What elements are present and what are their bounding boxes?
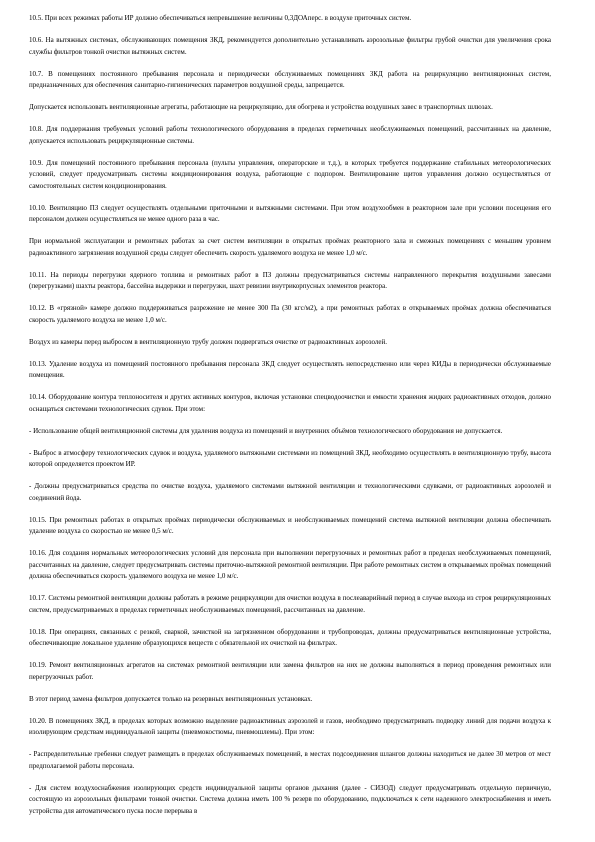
paragraph-10-15: 10.15. При ремонтных работах в открытых проёмах периодически обслуживаемых и необслуживаемых помещений система вытяжной вентиляции должна обеспечивать удаление воздуха со скоростью не менее 0,5 м/с. [29, 515, 551, 535]
paragraph-10-17: 10.17. Системы ремонтной вентиляции должны работать в режиме рециркуляции для очистки воздуха в послеаварийный период в случае выхода из строя рециркуляционных систем, предусматриваемых в пределах герметичных необслуживаемых помещений, рассчитанных на давление. [29, 594, 551, 614]
paragraph-10-18: 10.18. При операциях, связанных с резкой, сваркой, зачисткой на загрязненном оборудовании и трубопроводах, должны предусматриваться вентиляционные устройства, обеспечивающие локальное удаление образующихся веществ с обязательной их очисткой на фильтрах. [29, 627, 551, 647]
paragraph-10-10: 10.10. Вентиляцию ПЗ следует осуществлять отдельными приточными и вытяжными системами. При этом воздухообмен в реакторном зале при условии посещения его персоналом должен осуществляться не менее одного раза в час. [29, 203, 551, 223]
paragraph-10-6: 10.6. На вытяжных системах, обслуживающих помещения ЗКД, рекомендуется дополнительно устанавливать аэрозольные фильтры грубой очистки для увеличения срока службы фильтров тонкой очистки вытяжных систем. [29, 36, 551, 56]
paragraph-10-16: 10.16. Для создания нормальных метеорологических условий для персонала при выполнении перегрузочных и ремонтных работ в пределах необслуживаемых помещений, рассчитанных на давление, следует предусматривать системы приточно-вытяжной ремонтной вентиляции. При работе ремонтных систем в открываемых проёмах помещений должна обеспечиваться скорость удаляемого воздуха не менее 1,0 м/с. [29, 549, 552, 580]
list-item-10-14-b: - Выброс в атмосферу технологических сдувок и воздуха, удаляемого вытяжными системами из помещений ЗКД, необходимо осуществлять в вентиляционную трубу, высота которой определяется проектом ИР. [29, 448, 551, 468]
paragraph-10-11: 10.11. На периоды перегрузки ядерного топлива и ремонтных работ в ПЗ должны предусматриваться системы направленного перекрытия воздушными завесами (перегрузками) шахты реактора, бассейна выдержки и перегрузки, шахт ревизии внутрикорпусных элементов реактора. [29, 270, 551, 290]
paragraph-10-12-note: Воздух из камеры перед выбросом в вентиляционную трубу должен подвергаться очистке от радиоактивных аэрозолей. [29, 337, 387, 346]
paragraph-10-19-note: В этот период замена фильтров допускается только на резервных вентиляционных установках. [29, 694, 313, 703]
paragraph-10-7-note: Допускается использовать вентиляционные агрегаты, работающие на рециркуляцию, для обогрева и устройства воздушных завес в транспортных шлюзах. [29, 103, 493, 111]
paragraph-10-12: 10.12. В «грязной» камере должно поддерживаться разрежение не менее 300 Па (30 кгс/м2), а при ремонтных работах в открываемых проёмах должна обеспечиваться скорость удаляемого воздуха не менее 1,0 м/с. [29, 304, 551, 324]
list-item-10-20-b: - Для систем воздухоснабжения изолирующих средств индивидуальной защиты органов дыхания (далее - СИЗОД) следует предусматривать отдельную первичную, состоящую из аэрозольных фильтрами тонкой очистки. Система должна иметь 100 % резерв по оборудованию, подключаться к сети надежного электроснабжения и иметь устройства для автоматического пуска после перерыва в [29, 783, 551, 815]
list-item-10-14-a: - Использование общей вентиляционной системы для удаления воздуха из помещений и внутренних объёмов технологического оборудования не допускается. [29, 426, 503, 435]
list-item-10-14-c: - Должны предусматриваться средства по очистке воздуха, удаляемого системами вытяжной вентиляции и технологическими сдувками, от радиоактивных аэрозолей и соединений йода. [29, 482, 551, 502]
paragraph-10-8: 10.8. Для поддержания требуемых условий работы технологического оборудования в пределах герметичных необслуживаемых помещений, рассчитанных на давление, допускается использовать рециркуляционные системы. [29, 125, 551, 145]
list-item-10-20-a: - Распределительные гребенки следует размещать в пределах обслуживаемых помещений, в местах подсоединения шлангов должны находиться не далее 30 метров от мест предполагаемой работы персонала. [29, 750, 551, 770]
paragraph-10-13: 10.13. Удаление воздуха из помещений постоянного пребывания персонала ЗКД следует осуществлять непосредственно или через КИДы в периодически обслуживаемые помещения. [29, 359, 551, 379]
paragraph-10-5: 10.5. При всех режимах работы ИР должно обеспечиваться непревышение величины 0,3ДОАперс. в воздухе приточных систем. [29, 14, 412, 22]
paragraph-10-10-note: При нормальной эксплуатации и ремонтных работах за счет систем вентиляции в открытых проёмах реакторного зала и смежных помещениях с меньшим уровнем радиоактивного загрязнения воздушной среды следует обеспечить скорость удаляемого воздуха не менее 1,0 м/с. [29, 237, 551, 257]
paragraph-10-19: 10.19. Ремонт вентиляционных агрегатов на системах ремонтной вентиляции или замена фильтров на них не должны выполняться в период проведения ремонтных или перегрузочных работ. [29, 661, 551, 681]
paragraph-10-7: 10.7. В помещениях постоянного пребывания персонала и периодически обслуживаемых помещениях ЗКД работа на рециркуляцию вентиляционных систем, предназначенных для обеспечения санитарно-гигиенических параметров воздушной среды, запрещается. [29, 69, 551, 89]
paragraph-10-9: 10.9. Для помещений постоянного пребывания персонала (пульты управления, операторские и т.д.), в которых требуется поддержание стабильных метеорологических условий, следует предусматривать системы кондиционирования воздуха, работающие с подпором. Вентилирование щитов управления должно осуществляться от самостоятельных систем кондиционирования. [29, 158, 551, 190]
paragraph-10-14: 10.14. Оборудование контура теплоносителя и других активных контуров, включая установки спецводоочистки и емкости хранения жидких радиоактивных отходов, должно оснащаться системами технологических сдувок. При этом: [29, 393, 551, 413]
paragraph-10-20: 10.20. В помещениях ЗКД, в пределах которых возможно выделение радиоактивных аэрозолей и газов, необходимо предусматривать подводку линий для подачи воздуха к изолирующим средствам индивидуальной защиты (пневмокостюмы, пневмошлемы). При этом: [29, 716, 551, 736]
